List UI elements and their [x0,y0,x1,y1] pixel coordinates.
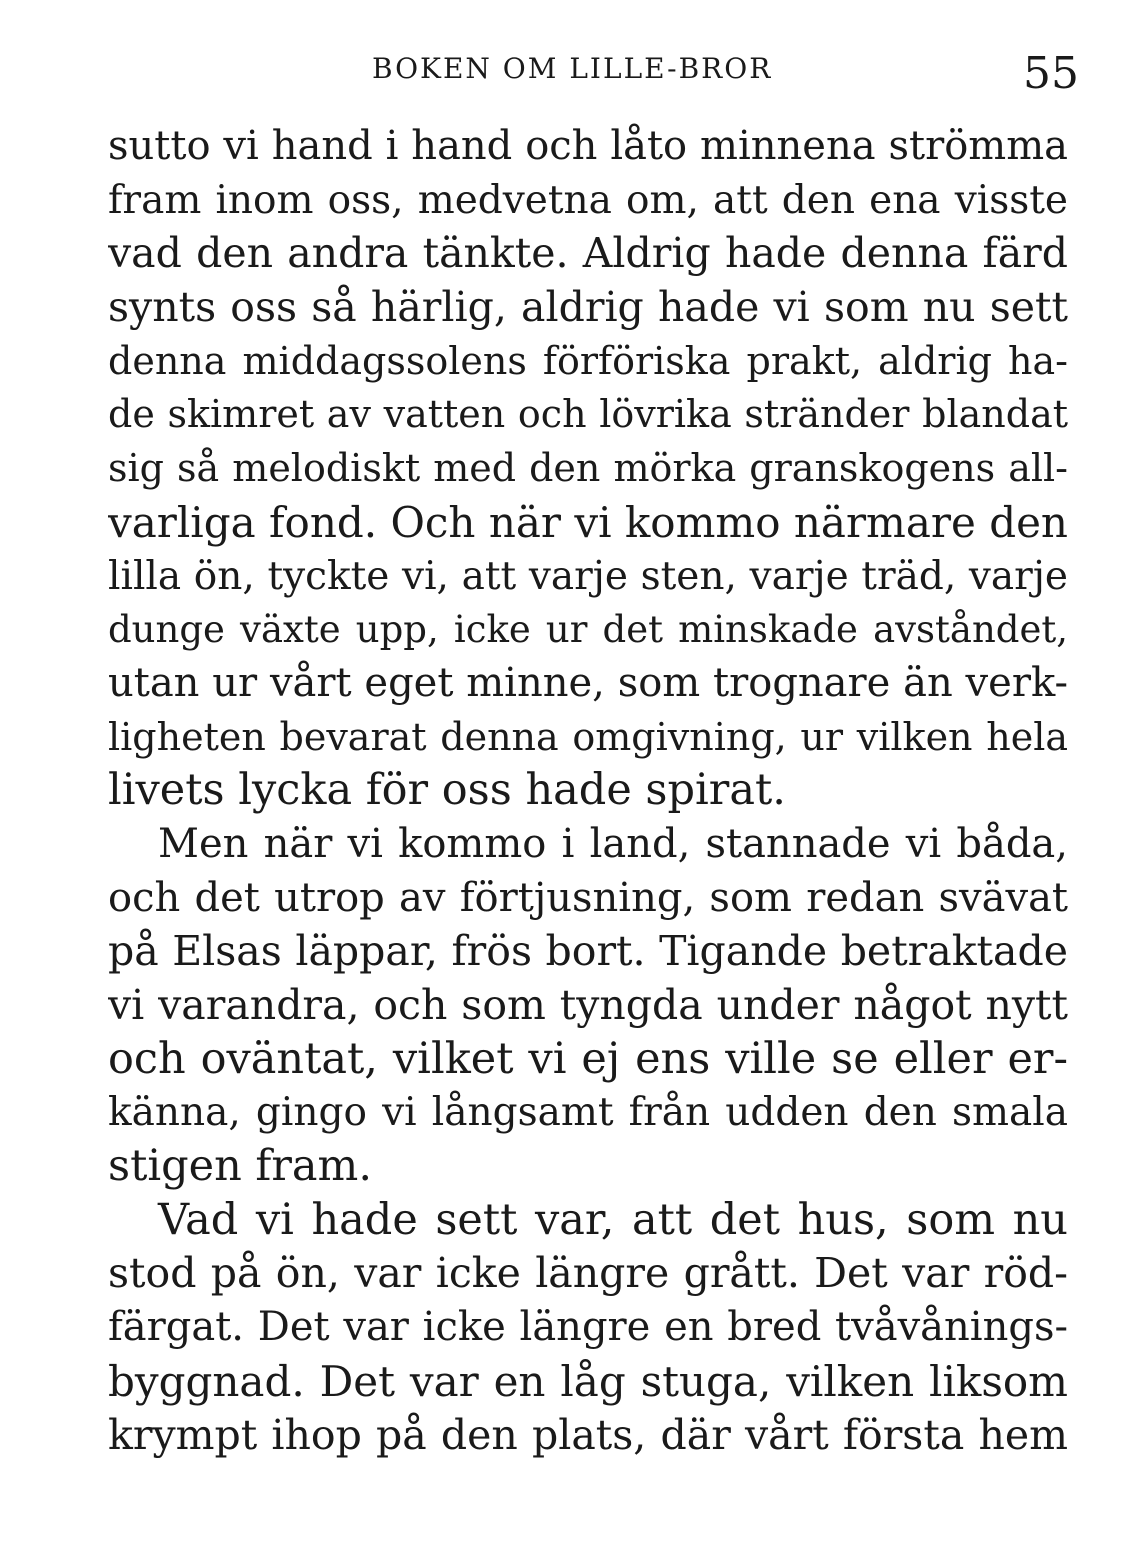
text-line: vi varandra, och som tyngda under något nytt [108,981,1068,1029]
page-header [0,48,1139,99]
text-line: stod på ön, var icke längre grått. Det var röd- [108,1249,1068,1298]
text-line: sig så melodiskt med den mörka granskogens all- [108,446,1068,491]
text-line: denna middagssolens förföriska prakt, aldrig ha- [108,338,1068,383]
text-line: stigen fram. [108,1141,372,1192]
text-line: varliga fond. Och när vi kommo närmare den [108,497,1068,547]
text-line: krympt ihop på den plats, där vårt första hem [108,1410,1068,1459]
text-line: på Elsas läppar, frös bort. Tigande betraktade [108,927,1068,976]
page-number: 55 [1023,48,1079,99]
text-line: ligheten bevarat denna omgivning, ur vilken hela [108,714,1068,759]
text-line: de skimret av vatten och lövrika stränder blandat [108,392,1068,437]
text-line: färgat. Det var icke längre en bred tvåvånings- [108,1304,1068,1351]
text-line: Vad vi hade sett var, att det hus, som nu [158,1194,1068,1245]
text-line: känna, gingo vi långsamt från udden den smala [108,1090,1068,1136]
text-line: sutto vi hand i hand och låto minnena strömma [108,123,1068,169]
text-line: synts oss så härlig, aldrig hade vi som nu sett [108,283,1068,332]
text-line: utan ur vårt eget minne, som trognare än verk- [108,659,1068,706]
body-text [108,120,1068,1462]
text-line: livets lycka för oss hade spirat. [108,765,786,816]
text-line: fram inom oss, medvetna om, att den ena visste [108,177,1068,223]
text-line: och oväntat, vilket vi ej ens ville se eller er- [108,1033,1068,1084]
text-line: lilla ön, tyckte vi, att varje sten, varje träd, varje [108,553,1068,599]
text-line: dunge växte upp, icke ur det minskade avståndet, [108,608,1068,652]
running-title: BOKEN OM LILLE-BROR [372,52,773,85]
text-line: och det utrop av förtjusning, som redan svävat [108,874,1068,921]
text-line: Men när vi kommo i land, stannade vi båda, [158,820,1068,867]
text-line: vad den andra tänkte. Aldrig hade denna färd [108,229,1068,278]
text-line: byggnad. Det var en låg stuga, vilken liksom [108,1356,1068,1406]
